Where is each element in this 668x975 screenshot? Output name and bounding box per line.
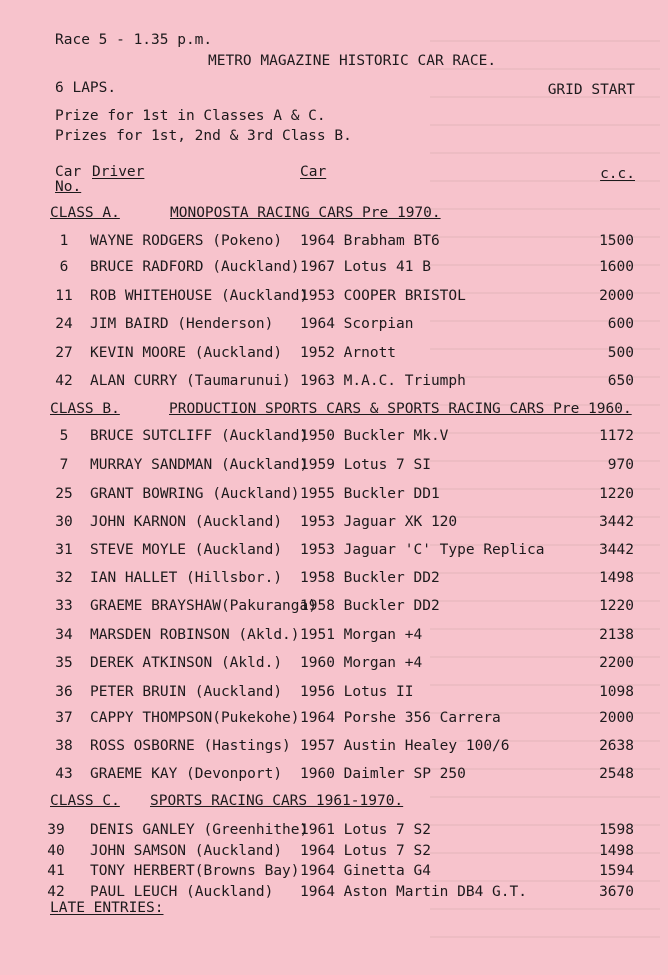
- car-number: 30: [55, 514, 73, 530]
- car-number: 40: [47, 843, 65, 859]
- class-label: CLASS C.: [50, 793, 120, 809]
- car-model: 1956 Lotus II: [300, 684, 414, 700]
- race-time: Race 5 - 1.35 p.m.: [55, 32, 213, 48]
- car-number: 35: [55, 655, 73, 671]
- engine-cc: 1220: [599, 486, 634, 502]
- driver-name: PAUL LEUCH (Auckland): [90, 884, 274, 900]
- engine-cc: 970: [607, 457, 634, 473]
- driver-name: GRAEME BRAYSHAW(Pakuranga): [90, 598, 317, 614]
- prize-line-1: Prize for 1st in Classes A & C.: [55, 108, 326, 124]
- car-number: 37: [55, 710, 73, 726]
- car-number: 6: [59, 259, 69, 275]
- engine-cc: 600: [607, 316, 634, 332]
- entry-row: [0, 428, 668, 448]
- entry-row: [0, 684, 668, 704]
- car-model: 1958 Buckler DD2: [300, 570, 440, 586]
- car-number: 34: [55, 627, 73, 643]
- engine-cc: 1594: [599, 863, 634, 879]
- entry-row: [0, 766, 668, 786]
- car-number: 31: [55, 542, 73, 558]
- entry-row: [0, 738, 668, 758]
- driver-name: IAN HALLET (Hillsbor.): [90, 570, 283, 586]
- entry-row: [0, 570, 668, 590]
- driver-name: ROSS OSBORNE (Hastings): [90, 738, 291, 754]
- driver-name: BRUCE SUTCLIFF (Auckland): [90, 428, 309, 444]
- car-model: 1964 Porshe 356 Carrera: [300, 710, 501, 726]
- engine-cc: 3442: [599, 542, 634, 558]
- car-number: 42: [47, 884, 65, 900]
- late-entries: LATE ENTRIES:: [50, 900, 164, 916]
- driver-name: ALAN CURRY (Taumarunui): [90, 373, 291, 389]
- entry-row: [0, 288, 668, 308]
- engine-cc: 3442: [599, 514, 634, 530]
- car-number: 41: [47, 863, 65, 879]
- entry-row: [0, 373, 668, 393]
- prize-line-2: Prizes for 1st, 2nd & 3rd Class B.: [55, 128, 352, 144]
- car-number: 25: [55, 486, 73, 502]
- driver-name: DENIS GANLEY (Greenhithe): [90, 822, 309, 838]
- engine-cc: 650: [607, 373, 634, 389]
- engine-cc: 1600: [599, 259, 634, 275]
- driver-name: DEREK ATKINSON (Akld.): [90, 655, 283, 671]
- engine-cc: 2548: [599, 766, 634, 782]
- class-title: MONOPOSTA RACING CARS Pre 1970.: [170, 205, 441, 221]
- car-model: 1953 COOPER BRISTOL: [300, 288, 466, 304]
- class-label: CLASS A.: [50, 205, 120, 221]
- driver-name: STEVE MOYLE (Auckland): [90, 542, 283, 558]
- entry-row: [0, 710, 668, 730]
- car-model: 1959 Lotus 7 SI: [300, 457, 431, 473]
- engine-cc: 2000: [599, 288, 634, 304]
- car-model: 1961 Lotus 7 S2: [300, 822, 431, 838]
- engine-cc: 1500: [599, 233, 634, 249]
- car-number: 33: [55, 598, 73, 614]
- class-title: PRODUCTION SPORTS CARS & SPORTS RACING CARS Pre 1960.: [169, 401, 632, 417]
- col-car-no-line2: No.: [55, 179, 82, 196]
- driver-name: GRANT BOWRING (Auckland): [90, 486, 300, 502]
- driver-name: JOHN SAMSON (Auckland): [90, 843, 283, 859]
- col-car-no-line1: Car: [55, 164, 82, 180]
- col-car-no: [55, 165, 81, 196]
- engine-cc: 2200: [599, 655, 634, 671]
- driver-name: WAYNE RODGERS (Pokeno): [90, 233, 283, 249]
- entry-row: [0, 316, 668, 336]
- entry-row: [0, 822, 668, 842]
- engine-cc: 1598: [599, 822, 634, 838]
- driver-name: CAPPY THOMPSON(Pukekohe): [90, 710, 300, 726]
- car-number: 7: [59, 457, 69, 473]
- engine-cc: 3670: [599, 884, 634, 900]
- car-model: 1963 M.A.C. Triumph: [300, 373, 466, 389]
- car-model: 1967 Lotus 41 B: [300, 259, 431, 275]
- car-number: 38: [55, 738, 73, 754]
- car-number: 5: [59, 428, 69, 444]
- car-model: 1964 Ginetta G4: [300, 863, 431, 879]
- car-number: 27: [55, 345, 73, 361]
- car-number: 39: [47, 822, 65, 838]
- entry-row: [0, 627, 668, 647]
- car-model: 1951 Morgan +4: [300, 627, 423, 643]
- driver-name: MURRAY SANDMAN (Auckland): [90, 457, 309, 473]
- engine-cc: 1498: [599, 570, 634, 586]
- driver-name: JIM BAIRD (Henderson): [90, 316, 274, 332]
- car-model: 1957 Austin Healey 100/6: [300, 738, 510, 754]
- driver-name: MARSDEN ROBINSON (Akld.): [90, 627, 300, 643]
- driver-name: JOHN KARNON (Auckland): [90, 514, 283, 530]
- show-through-bleed: [430, 14, 660, 944]
- car-model: 1953 Jaguar 'C' Type Replica: [300, 542, 545, 558]
- car-model: 1964 Lotus 7 S2: [300, 843, 431, 859]
- car-model: 1950 Buckler Mk.V: [300, 428, 449, 444]
- laps: 6 LAPS.: [55, 80, 117, 96]
- engine-cc: 2000: [599, 710, 634, 726]
- entry-row: [0, 655, 668, 675]
- car-model: 1958 Buckler DD2: [300, 598, 440, 614]
- driver-name: BRUCE RADFORD (Auckland): [90, 259, 300, 275]
- engine-cc: 1498: [599, 843, 634, 859]
- engine-cc: 2638: [599, 738, 634, 754]
- engine-cc: 1220: [599, 598, 634, 614]
- car-model: 1952 Arnott: [300, 345, 397, 361]
- entry-row: [0, 542, 668, 562]
- engine-cc: 1172: [599, 428, 634, 444]
- entry-row: [0, 259, 668, 279]
- entry-row: [0, 863, 668, 883]
- driver-name: TONY HERBERT(Browns Bay): [90, 863, 300, 879]
- col-cc: c.c.: [600, 166, 635, 182]
- car-model: 1960 Morgan +4: [300, 655, 423, 671]
- car-number: 42: [55, 373, 73, 389]
- driver-name: ROB WHITEHOUSE (Auckland): [90, 288, 309, 304]
- class-label: CLASS B.: [50, 401, 120, 417]
- entry-row: [0, 514, 668, 534]
- car-model: 1964 Brabham BT6: [300, 233, 440, 249]
- driver-name: GRAEME KAY (Devonport): [90, 766, 283, 782]
- col-car: Car: [300, 164, 327, 180]
- car-model: 1960 Daimler SP 250: [300, 766, 466, 782]
- car-number: 24: [55, 316, 73, 332]
- entry-row: [0, 233, 668, 253]
- engine-cc: 1098: [599, 684, 634, 700]
- engine-cc: 500: [607, 345, 634, 361]
- entry-row: [0, 345, 668, 365]
- car-number: 36: [55, 684, 73, 700]
- car-model: 1964 Aston Martin DB4 G.T.: [300, 884, 527, 900]
- col-driver: Driver: [92, 164, 145, 180]
- car-number: 1: [59, 233, 69, 249]
- entry-row: [0, 486, 668, 506]
- driver-name: PETER BRUIN (Auckland): [90, 684, 283, 700]
- car-number: 32: [55, 570, 73, 586]
- car-number: 43: [55, 766, 73, 782]
- car-number: 11: [55, 288, 73, 304]
- race-title: METRO MAGAZINE HISTORIC CAR RACE.: [208, 53, 497, 69]
- class-title: SPORTS RACING CARS 1961-1970.: [150, 793, 404, 809]
- entry-row: [0, 457, 668, 477]
- entry-row: [0, 598, 668, 618]
- entry-row: [0, 843, 668, 863]
- start-type: GRID START: [547, 82, 635, 98]
- engine-cc: 2138: [599, 627, 634, 643]
- driver-name: KEVIN MOORE (Auckland): [90, 345, 283, 361]
- car-model: 1964 Scorpian: [300, 316, 414, 332]
- car-model: 1953 Jaguar XK 120: [300, 514, 458, 530]
- car-model: 1955 Buckler DD1: [300, 486, 440, 502]
